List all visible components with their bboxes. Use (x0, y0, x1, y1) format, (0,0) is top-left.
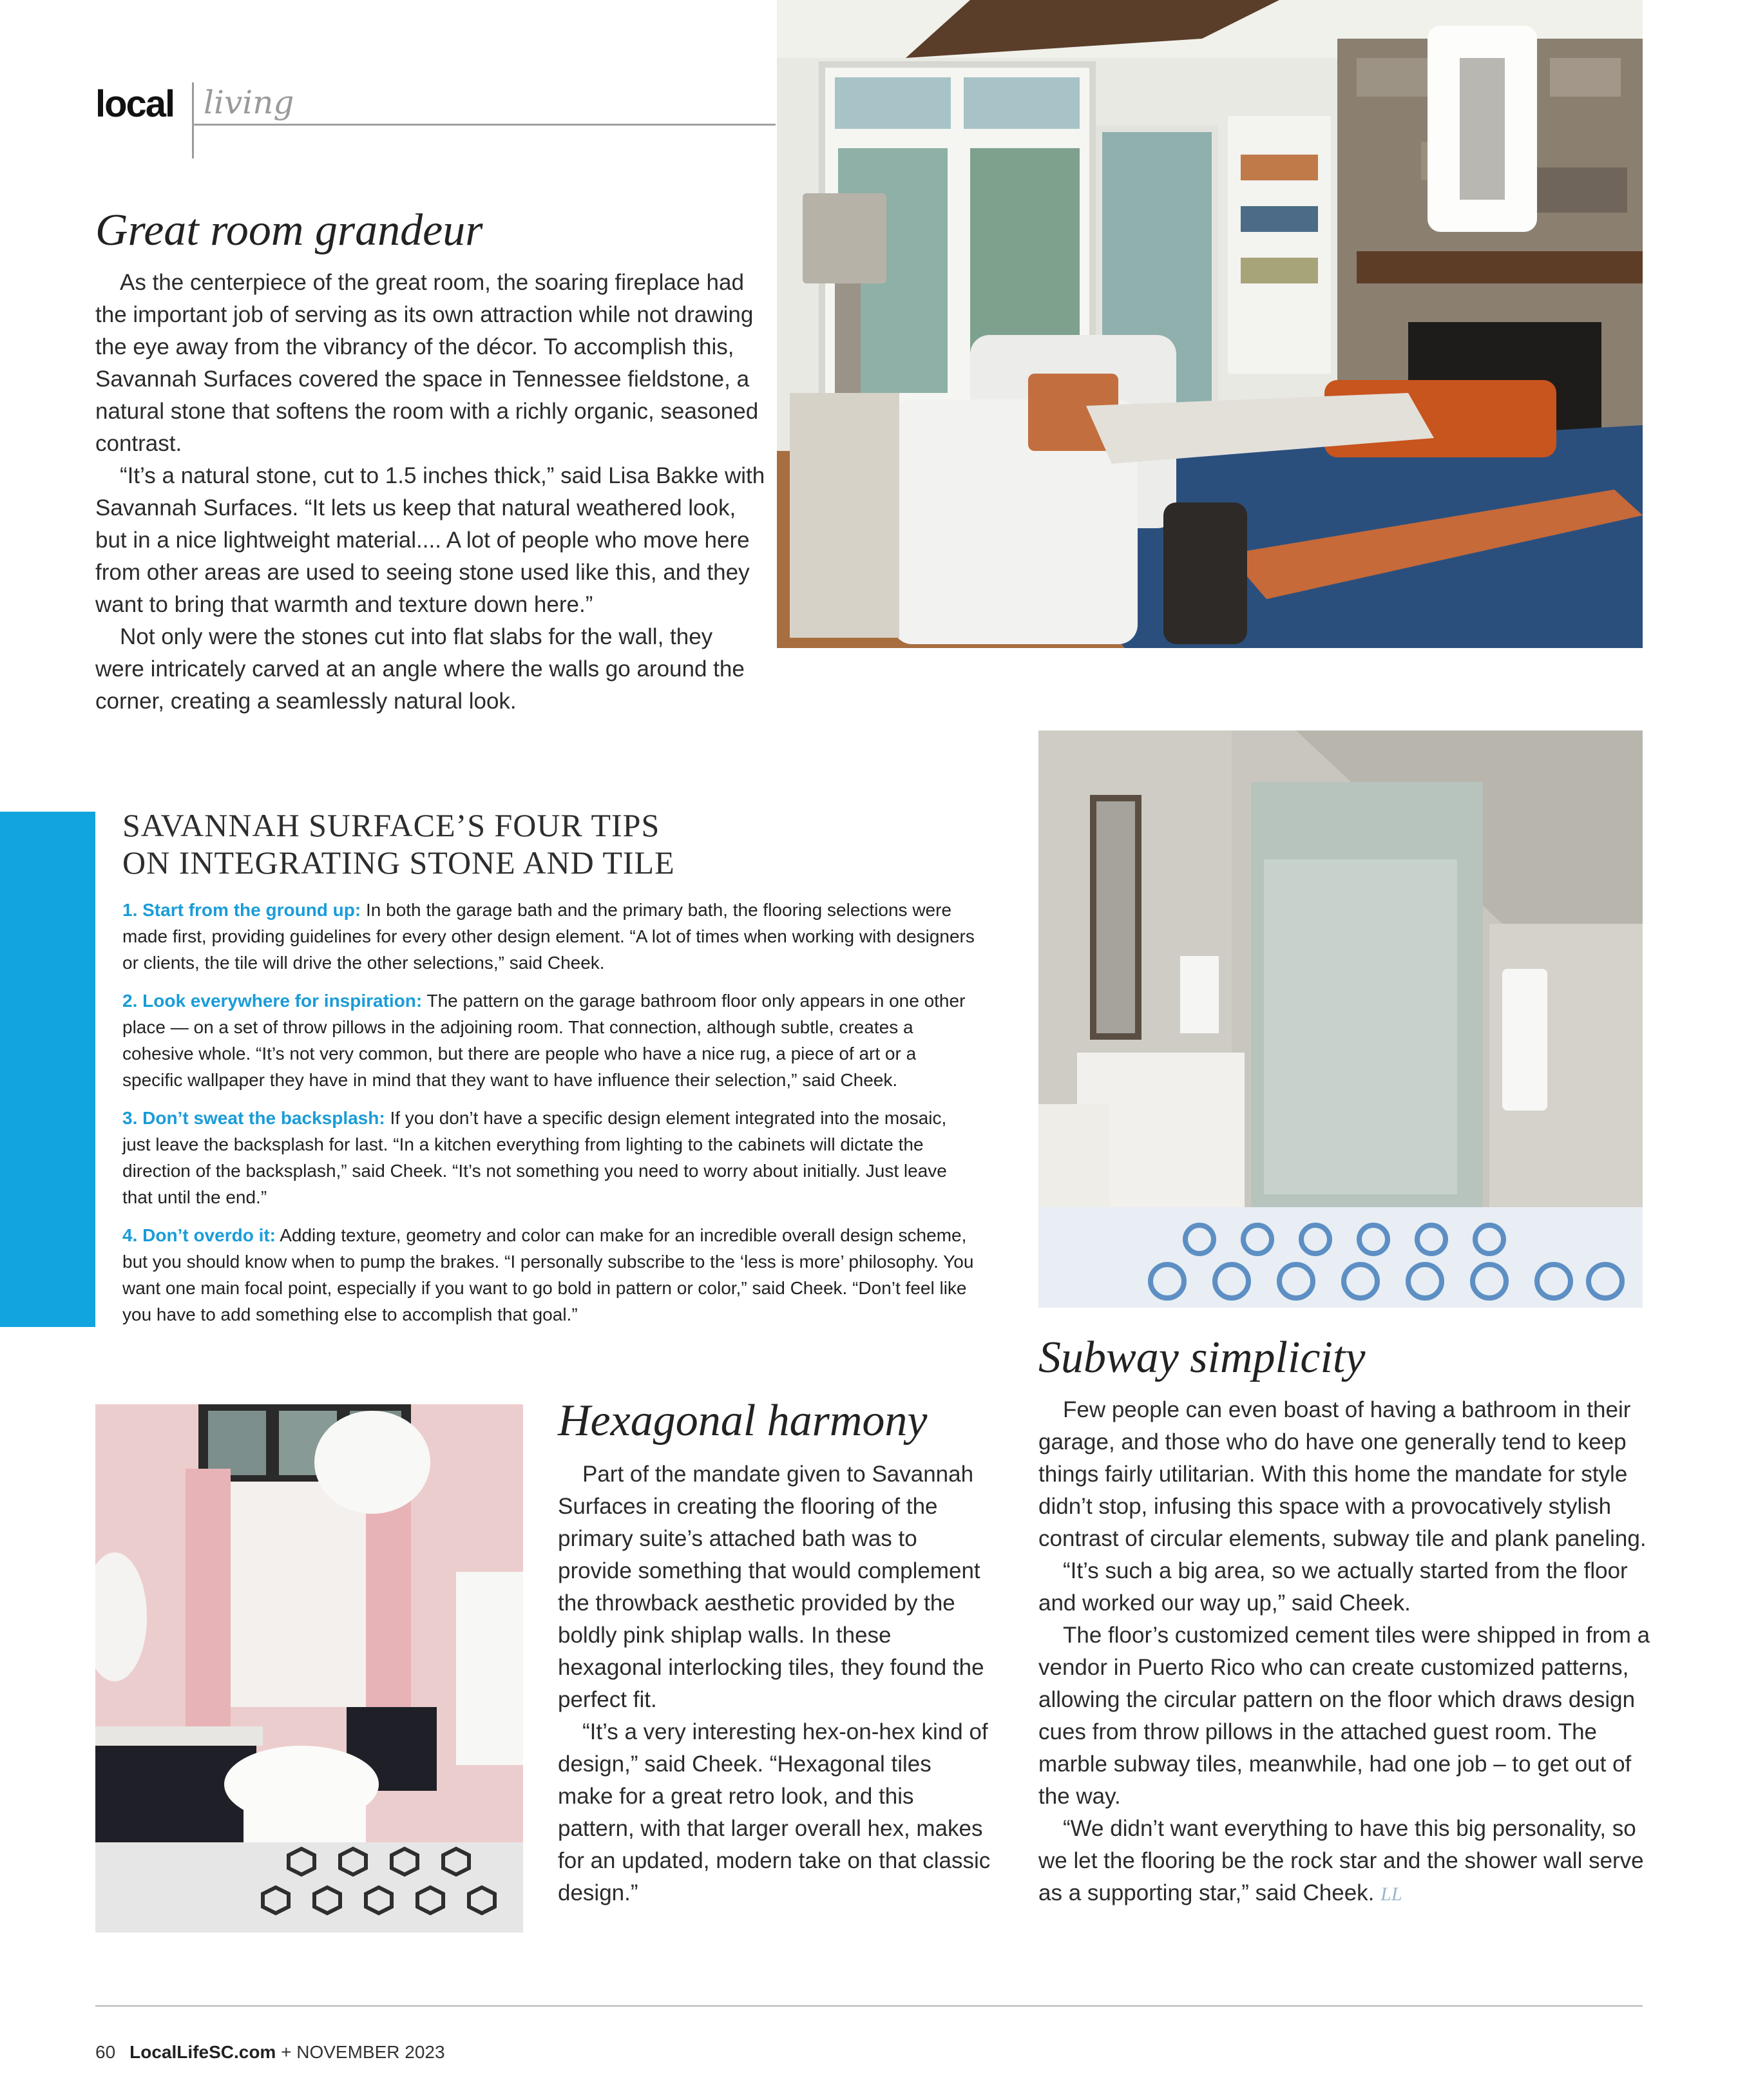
tips-list (122, 897, 979, 1339)
tip-head: 4. Don’t overdo it: (122, 1225, 276, 1245)
tip-text: In both the garage bath and the primary bath, the flooring selections were made first, providing guidelines for every other design element. “A lot of times when working with designers or clients, the tile will drive the other selections,” said Cheek. (122, 900, 975, 973)
section-label-living: living (204, 84, 294, 121)
tip-item (122, 988, 979, 1093)
tips-accent-bar (0, 812, 95, 1327)
tip-item (122, 1222, 979, 1328)
article-signoff: LL (1380, 1884, 1402, 1905)
tip-head: 2. Look everywhere for inspiration: (122, 991, 423, 1011)
hexagonal-paragraph: “It’s a very interesting hex-on-hex kind of design,” said Cheek. “Hexagonal tiles make for a great retro look, and this pattern, with that larger overall hex, makes for an updated, modern take on that classic design.” (558, 1719, 991, 1905)
subway-paragraph: “It’s such a big area, so we actually started from the floor and worked our way up,” said Cheek. (1038, 1558, 1628, 1616)
header-rule (192, 124, 776, 126)
page-footer (95, 2042, 445, 2063)
tip-item (122, 1105, 979, 1210)
great-room-body (95, 267, 765, 718)
great-room-paragraph: Not only were the stones cut into flat slabs for the wall, they were intricately carved at an angle where the walls go around the corner, creating a seamlessly natural look. (95, 624, 745, 714)
great-room-paragraph: “It’s a natural stone, cut to 1.5 inches thick,” said Lisa Bakke with Savannah Surfaces. “It lets us keep that natural weathered look, but in a nice lightweight material.... A lot of people who move here from other areas are used to seeing stone used like this, and they want to bring that warmth and texture down here.” (95, 463, 765, 617)
tips-heading-line-1: SAVANNAH SURFACE’S FOUR TIPS (122, 807, 660, 843)
tip-text: If you don’t have a specific design element integrated into the mosaic, just leave the backsplash for last. “In a kitchen everything from lighting to the cabinets will dictate the direction of the backsplash,” said Cheek. “It’s not something you need to worry about initially. Just leave that until the end.” (122, 1108, 947, 1207)
great-room-title: Great room grandeur (95, 205, 483, 255)
subway-title: Subway simplicity (1038, 1333, 1366, 1382)
great-room-photo (777, 0, 1643, 648)
garage-bath-photo (1038, 730, 1643, 1308)
primary-bath-photo (95, 1404, 523, 1933)
brand-divider (192, 82, 194, 158)
subway-paragraph: The floor’s customized cement tiles were shipped in from a vendor in Puerto Rico who can create customized patterns, allowing the circular pattern on the floor which draws design cues from throw pillows in the attached guest room. The marble subway tiles, meanwhile, had one job – to get out of the way. (1038, 1623, 1650, 1809)
hexagonal-body (558, 1458, 991, 1909)
tip-text: The pattern on the garage bathroom floor only appears in one other place — on a set of throw pillows in the adjoining room. That connection, although subtle, creates a cohesive whole. “It’s not very common, but there are people who have a nice rug, a piece of art or a specific wallpaper they have in mind that they want to have influence their selection,” said Cheek. (122, 991, 966, 1090)
brand-logo-local: local (95, 83, 175, 125)
hexagonal-title: Hexagonal harmony (558, 1396, 928, 1446)
tips-heading (122, 807, 675, 881)
hexagonal-paragraph: Part of the mandate given to Savannah Surfaces in creating the flooring of the primary suite’s attached bath was to provide something that would complement the throwback aesthetic provided by the boldly pink shiplap walls. In these hexagonal interlocking tiles, they found the perfect fit. (558, 1462, 984, 1712)
footer-rule (95, 2005, 1643, 2007)
subway-paragraph (1038, 1813, 1652, 1911)
subway-body (1038, 1394, 1652, 1911)
tip-text: Adding texture, geometry and color can make for an incredible overall design scheme, but you should know when to pump the brakes. “I personally subscribe to the ‘less is more’ philosophy. You want one main focal point, especially if you want to go bold in pattern or color,” said Cheek. “Don’t feel like you have to add something else to accomplish that goal.” (122, 1225, 974, 1324)
page-number: 60 (95, 2042, 116, 2062)
great-room-paragraph: As the centerpiece of the great room, the soaring fireplace had the important job of serving as its own attraction while not drawing the eye away from the vibrancy of the décor. To accomplish this, Savannah Surfaces covered the space in Tennessee fieldstone, a natural stone that softens the room with a richly organic, seasoned contrast. (95, 270, 759, 456)
footer-site-link[interactable]: LocalLifeSC.com (129, 2042, 276, 2062)
subway-paragraph: Few people can even boast of having a bathroom in their garage, and those who do have one generally tend to keep things fairly utilitarian. With this home the mandate for style didn’t stop, infusing this space with a provocatively stylish contrast of circular elements, subway tile and plank paneling. (1038, 1397, 1647, 1551)
subway-last-text: “We didn’t want everything to have this big personality, so we let the flooring be the rock star and the shower wall serve as a supporting star,” said Cheek. (1038, 1816, 1644, 1905)
tip-head: 3. Don’t sweat the backsplash: (122, 1108, 385, 1128)
tip-item (122, 897, 979, 976)
footer-issue: + NOVEMBER 2023 (276, 2042, 445, 2062)
tip-head: 1. Start from the ground up: (122, 900, 361, 920)
tips-heading-line-2: ON INTEGRATING STONE AND TILE (122, 845, 675, 881)
